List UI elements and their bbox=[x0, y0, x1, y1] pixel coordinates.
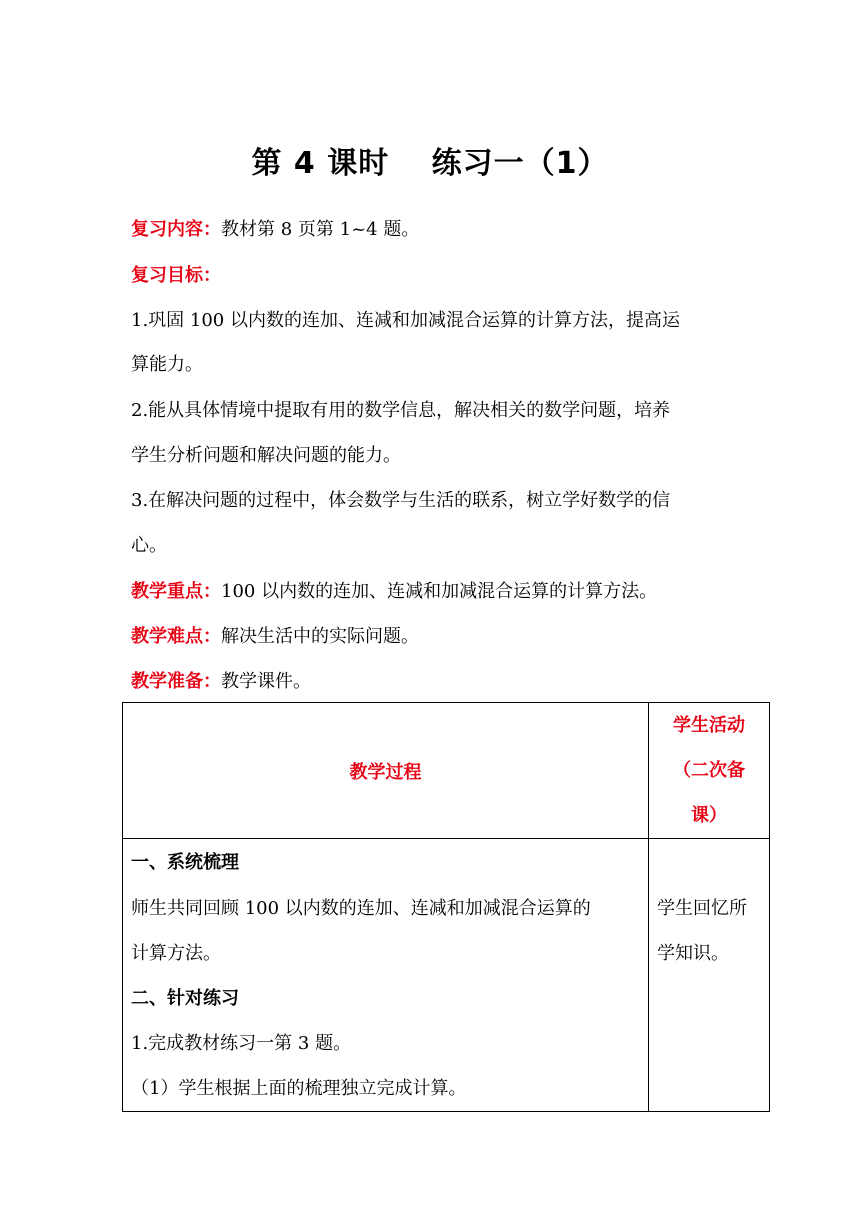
review-content-text: 教材第 8 页第 1~4 题。 bbox=[221, 219, 420, 240]
body-line: 二、针对练习 bbox=[131, 988, 239, 1009]
goal-line: 算能力。 bbox=[131, 354, 203, 375]
review-goals-line bbox=[131, 264, 221, 288]
table-body-row bbox=[123, 839, 770, 1112]
review-content-label: 复习内容： bbox=[131, 219, 221, 240]
review-goals-label: 复习目标： bbox=[131, 265, 221, 286]
side-line: 学知识。 bbox=[657, 943, 729, 964]
header-side-line: （二次备 bbox=[673, 760, 745, 781]
goal-line: 1.巩固 100 以内数的连加、连减和加减混合运算的计算方法，提高运 bbox=[131, 310, 680, 331]
body-line: （1）学生根据上面的梳理独立完成计算。 bbox=[131, 1078, 467, 1099]
header-side-line: 学生活动 bbox=[673, 715, 745, 736]
body-line: 师生共同回顾 100 以内数的连加、连减和加减混合运算的 bbox=[131, 898, 591, 919]
teaching-process-cell bbox=[123, 839, 649, 1112]
table-header-row bbox=[123, 703, 770, 839]
lesson-title: 第 4 课时 练习一（1） bbox=[251, 146, 609, 181]
preparation-label: 教学准备： bbox=[131, 671, 221, 692]
goal-line: 学生分析问题和解决问题的能力。 bbox=[131, 445, 401, 466]
key-point-line bbox=[131, 580, 657, 604]
student-activity-cell bbox=[649, 839, 770, 1112]
goal-line: 3.在解决问题的过程中，体会数学与生活的联系，树立学好数学的信 bbox=[131, 490, 671, 511]
teaching-process-header: 教学过程 bbox=[123, 703, 649, 839]
review-content-line bbox=[131, 218, 419, 242]
header-side-line: 课） bbox=[691, 805, 727, 826]
body-line: 计算方法。 bbox=[131, 943, 221, 964]
difficulty-line bbox=[131, 625, 419, 649]
difficulty-label: 教学难点： bbox=[131, 626, 221, 647]
lesson-plan-table bbox=[122, 702, 770, 1112]
side-line: 学生回忆所 bbox=[657, 898, 747, 919]
body-line: 一、系统梳理 bbox=[131, 852, 239, 873]
body-line: 1.完成教材练习一第 3 题。 bbox=[131, 1033, 352, 1054]
preparation-line bbox=[131, 670, 311, 694]
goal-line: 心。 bbox=[131, 535, 167, 556]
preparation-text: 教学课件。 bbox=[221, 671, 311, 692]
difficulty-text: 解决生活中的实际问题。 bbox=[221, 626, 419, 647]
key-point-label: 教学重点： bbox=[131, 581, 221, 602]
student-activity-header bbox=[649, 703, 770, 839]
goal-line: 2.能从具体情境中提取有用的数学信息，解决相关的数学问题，培养 bbox=[131, 400, 671, 421]
key-point-text: 100 以内数的连加、连减和加减混合运算的计算方法。 bbox=[221, 581, 658, 602]
